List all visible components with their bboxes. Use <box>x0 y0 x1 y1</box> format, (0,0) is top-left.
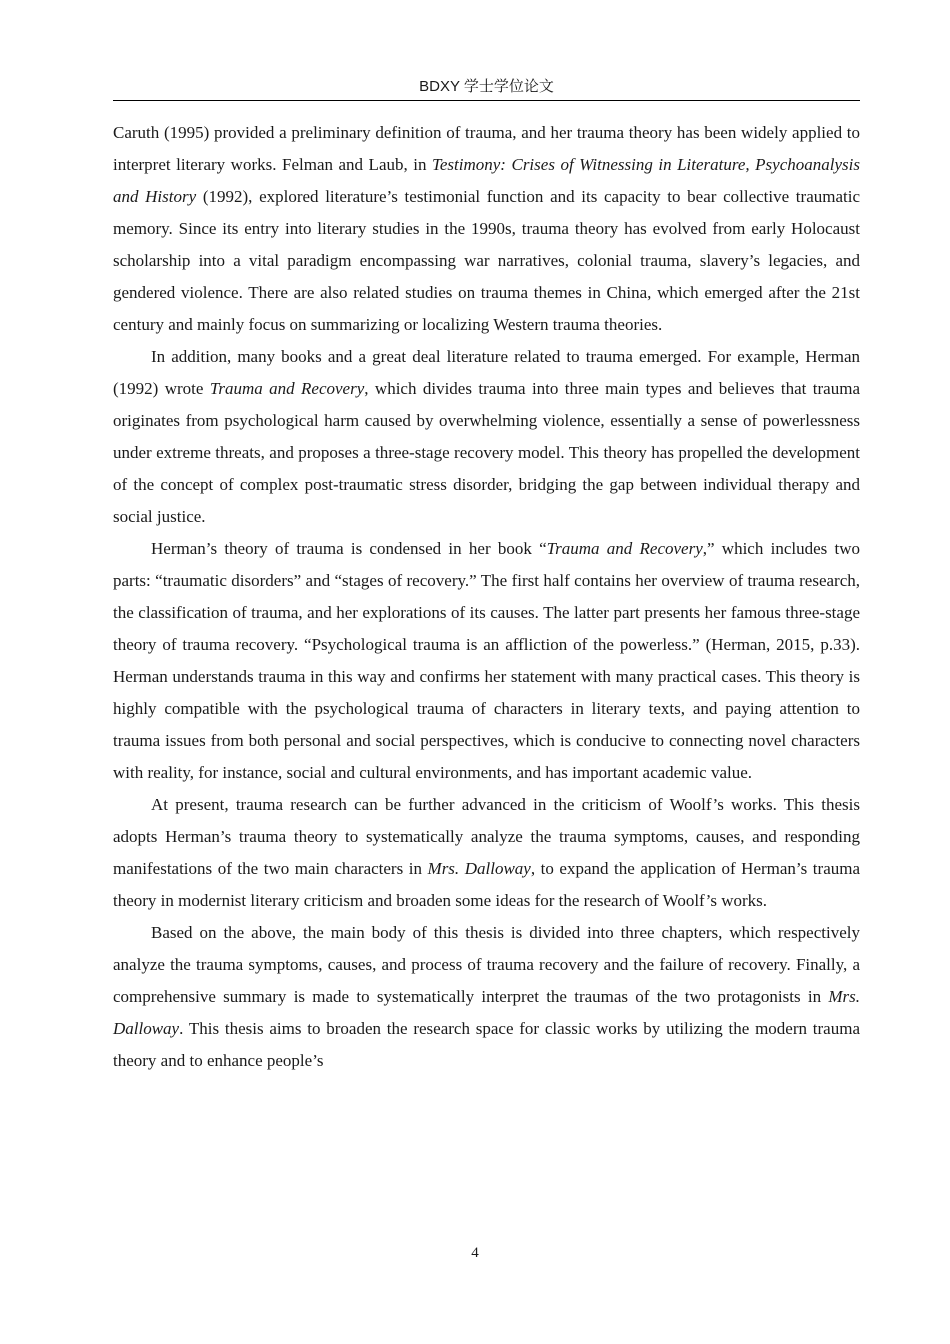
paragraph <box>113 533 860 789</box>
header-title: BDXY 学士学位论文 <box>419 78 554 95</box>
text-run: In addition, many books and a great deal literature related to trauma emerged. For example, Herman (1992) wrote <box>113 347 860 398</box>
italic-title: Mrs. Dalloway <box>427 859 531 878</box>
page-header <box>113 74 860 101</box>
page-number: 4 <box>471 1245 479 1261</box>
paragraph <box>113 117 860 341</box>
italic-title: Testimony: Crises of Witnessing in Literature, Psychoanalysis and History <box>113 155 860 206</box>
text-run: ,” which includes two parts: “traumatic disorders” and “stages of recovery.” The first half contains her overview of trauma research, the classification of trauma, and her explorations of its causes. The latter part presents her famous three-stage theory of trauma recovery. “Psychological trauma is an affliction of the powerless.” (Herman, 2015, p.33). Herman understands trauma in this way and confirms her statement with many practical cases. This theory is highly compatible with the psychological trauma of characters in literary texts, and paying attention to trauma issues from both personal and social perspectives, which is conducive to connecting novel characters with reality, for instance, social and cultural environments, and has important academic value. <box>113 539 860 782</box>
text-run: , to expand the application of Herman’s trauma theory in modernist literary criticism and broaden some ideas for the research of Woolf’s works. <box>113 859 861 910</box>
paragraph <box>113 789 860 917</box>
text-run: Herman’s theory of trauma is condensed in her book “ <box>151 539 547 558</box>
text-run: Caruth (1995) provided a preliminary definition of trauma, and her trauma theory has been widely applied to interpret literary works. Felman and Laub, in <box>113 123 860 174</box>
italic-title: Mrs. Dalloway <box>113 987 860 1038</box>
italic-title: Trauma and Recovery <box>546 539 703 558</box>
text-run: At present, trauma research can be further advanced in the criticism of Woolf’s works. This thesis adopts Herman’s trauma theory to systematically analyze the trauma symptoms, causes, and responding manifestations of the two main characters in <box>113 795 860 878</box>
italic-title: Trauma and Recovery <box>209 379 365 398</box>
text-run: (1992), explored literature’s testimonial function and its capacity to bear collective traumatic memory. Since its entry into literary studies in the 1990s, trauma theory has evolved from early Holocaust scholarship into a vital paradigm encompassing war narratives, colonial trauma, slavery’s legacies, and gendered violence. There are also related studies on trauma themes in China, which emerged after the 21st century and mainly focus on summarizing or localizing Western trauma theories. <box>113 187 861 334</box>
text-run: . This thesis aims to broaden the research space for classic works by utilizing the modern trauma theory and to enhance people’s <box>113 1019 860 1070</box>
paragraph <box>113 341 860 533</box>
paragraph <box>113 917 860 1077</box>
body-text <box>113 117 860 1077</box>
text-run: , which divides trauma into three main types and believes that trauma originates from psychological harm caused by overwhelming violence, essentially a sense of powerlessness under extreme threats, and proposes a three-stage recovery model. This theory has propelled the development of the concept of complex post-traumatic stress disorder, bridging the gap between individual therapy and social justice. <box>113 379 860 526</box>
text-run: Based on the above, the main body of this thesis is divided into three chapters, which respectively analyze the trauma symptoms, causes, and process of trauma recovery and the failure of recovery. Finally, a comprehensive summary is made to systematically interpret the traumas of the two protagonists in <box>113 923 860 1006</box>
